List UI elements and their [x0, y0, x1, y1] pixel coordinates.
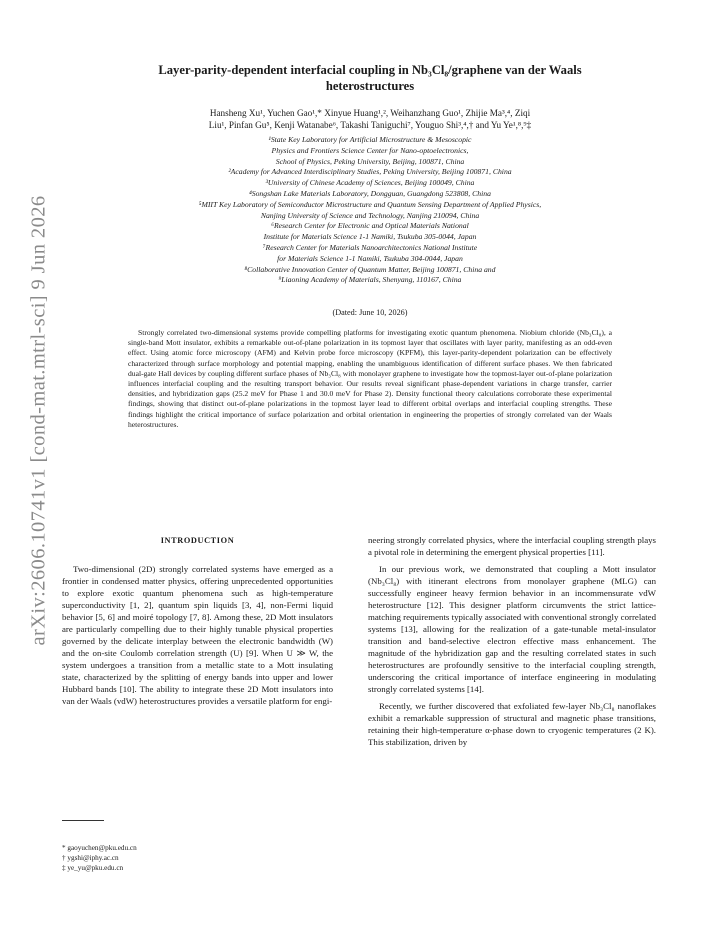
- right-column: [368, 534, 656, 753]
- body-paragraph: In our previous work, we demonstrated that coupling a Mott insulator (Nb₃Cl₈) with itinerant electrons from monolayer graphene (MLG) can successfully engineer heavy fermion behavior in an incommensurate vdW heterostructure [12]. This designer platform circumvents the strict lattice-matching requirements typically associated with conventional strongly correlated systems [13], allowing for the realization of a gate-tunable metal-insulator transition and band-selective electron effective mass enhancement. The magnitude of the hybridization gap and the resulting correlated states in such heterostructures are profoundly sensitive to the interfacial coupling strength, underscoring the critical importance of interface engineering in modulating strongly correlated systems [14].: [368, 564, 656, 694]
- abstract: Strongly correlated two-dimensional systems provide compelling platforms for investigating exotic quantum phenomena. Niobium chloride (Nb₃Cl₈), a single-band Mott insulator, exhibits a remarkable out-of-plane polarization in its topmost layer that oscillates with layer parity, manifesting as an odd-even effect. Using atomic force microscopy (AFM) and Kelvin probe force microscopy (KPFM), this layer-parity-dependent polarization can be effectively characterized through surface morphology and potential mapping, enabling the unambiguous identification of different surface phases. We then fabricated dual-gate Hall devices by coupling different surface phases of Nb₃Cl₈ with monolayer graphene to investigate how the topmost-layer out-of-plane polarization influences interfacial coupling and the resulting transport behavior. Our results reveal significant phase-dependent variations in charge transfer, carrier densities, and hybridization gaps (25.2 meV for Phase 1 and 30.0 meV for Phase 2). Density functional theory calculations corroborate these experimental findings, showing that distinct out-of-plane polarizations in the topmost layer lead to different orbital overlaps and interfacial coupling strengths. These findings highlight the critical importance of surface polarization and orbital orientation in engineering the properties of strongly correlated van der Waals heterostructures.: [128, 328, 612, 429]
- affiliation-line: for Materials Science 1-1 Namiki, Tsukuba 304-0044, Japan: [277, 253, 463, 263]
- left-column: [62, 535, 333, 712]
- affiliation-line: ⁵MIIT Key Laboratory of Semiconductor Microstructure and Quantum Sensing Department of Applied Physics,: [198, 199, 542, 209]
- section-heading: INTRODUCTION: [160, 536, 235, 545]
- affiliation-line: ⁴Songshan Lake Materials Laboratory, Dongguan, Guangdong 523808, China: [249, 188, 491, 198]
- affiliation-line: Nanjing University of Science and Technology, Nanjing 210094, China: [260, 210, 480, 220]
- arxiv-identifier: arXiv:2606.10741v1 [cond-mat.mtrl-sci] 9 Jun 2026: [27, 194, 50, 646]
- footnote-email: ‡ ye_yu@pku.edu.cn: [62, 864, 124, 872]
- affiliation-line: ³University of Chinese Academy of Sciences, Beijing 100049, China: [265, 178, 475, 188]
- footnotes: [62, 843, 333, 873]
- author-list: [100, 107, 640, 131]
- affiliation-line: ⁹Liaoning Academy of Materials, Shenyang, 110167, China: [278, 275, 462, 285]
- authors-line-1: Hansheng Xu¹, Yuchen Gao¹,* Xinyue Huang¹,², Weihanzhang Guo¹, Zhijie Ma³,⁴, Ziqi: [209, 108, 531, 118]
- footnote-email: * gaoyuchen@pku.edu.cn: [62, 844, 137, 852]
- footnote-email: † ygshi@iphy.ac.cn: [62, 854, 119, 862]
- affiliation-line: ²Academy for Advanced Interdisciplinary Studies, Peking University, Beijing 100871, China: [228, 167, 512, 177]
- affiliation-line: Physics and Frontiers Science Center for Nano-optoelectronics,: [271, 145, 469, 155]
- title-line-1: Layer-parity-dependent interfacial coupling in Nb₃Cl₈/graphene van der Waals: [158, 63, 582, 77]
- affiliation-line: ⁶Research Center for Electronic and Optical Materials National: [271, 221, 469, 231]
- body-paragraph: Recently, we further discovered that exfoliated few-layer Nb₃Cl₈ nanoflakes exhibit a remarkable suppression of structural and magnetic phase transitions, retaining their high-temperature α-phase down to cryogenic temperatures (2 K). This stabilization, driven by: [368, 701, 656, 747]
- affiliation-line: School of Physics, Peking University, Beijing, 100871, China: [275, 156, 465, 166]
- authors-line-2: Liu¹, Pinfan Gu⁵, Kenji Watanabe⁶, Takashi Taniguchi⁷, Youguo Shi³,⁴,† and Yu Ye¹,⁸,⁹‡: [208, 120, 532, 130]
- affiliation-line: ¹State Key Laboratory for Artificial Microstructure & Mesoscopic: [268, 135, 472, 144]
- affiliation-line: ⁷Research Center for Materials Nanoarchitectonics National Institute: [262, 242, 478, 252]
- affiliations: [88, 135, 652, 286]
- body-paragraph: Two-dimensional (2D) strongly correlated systems have emerged as a frontier in condensed matter physics, offering unprecedented opportunities to explore exotic quantum phenomena such as high-temperature superconductivity [1, 2], quantum spin liquids [3, 4], non-Fermi liquid behavior [5, 6] and moiré topology [7, 8]. Among these, 2D Mott insulators are particularly compelling due to their highly tunable physical properties governed by the delicate interplay between the electronic bandwidth (W) and the on-site Coulomb correlation strength (U) [9]. When U ≫ W, the system undergoes a transition from a metallic state to a Mott insulating state, characterized by the splitting of energy bands into upper and lower Hubbard bands [10]. The ability to integrate these 2D Mott insulators into van der Waals (vdW) heterostructures provides a versatile platform for engi-: [62, 564, 333, 706]
- body-paragraph: neering strongly correlated physics, where the interfacial coupling strength plays a pivotal role in determining the emergent physical properties [11].: [368, 535, 656, 557]
- arxiv-side-stamp: [14, 194, 64, 646]
- title-line-2: heterostructures: [325, 79, 415, 93]
- footnote-divider: [62, 820, 104, 821]
- date-line: (Dated: June 10, 2026): [332, 308, 408, 317]
- affiliation-line: ⁸Collaborative Innovation Center of Quantum Matter, Beijing 100871, China and: [244, 264, 496, 274]
- affiliation-line: Institute for Materials Science 1-1 Namiki, Tsukuba 305-0044, Japan: [263, 232, 477, 242]
- paper-title: [90, 62, 650, 94]
